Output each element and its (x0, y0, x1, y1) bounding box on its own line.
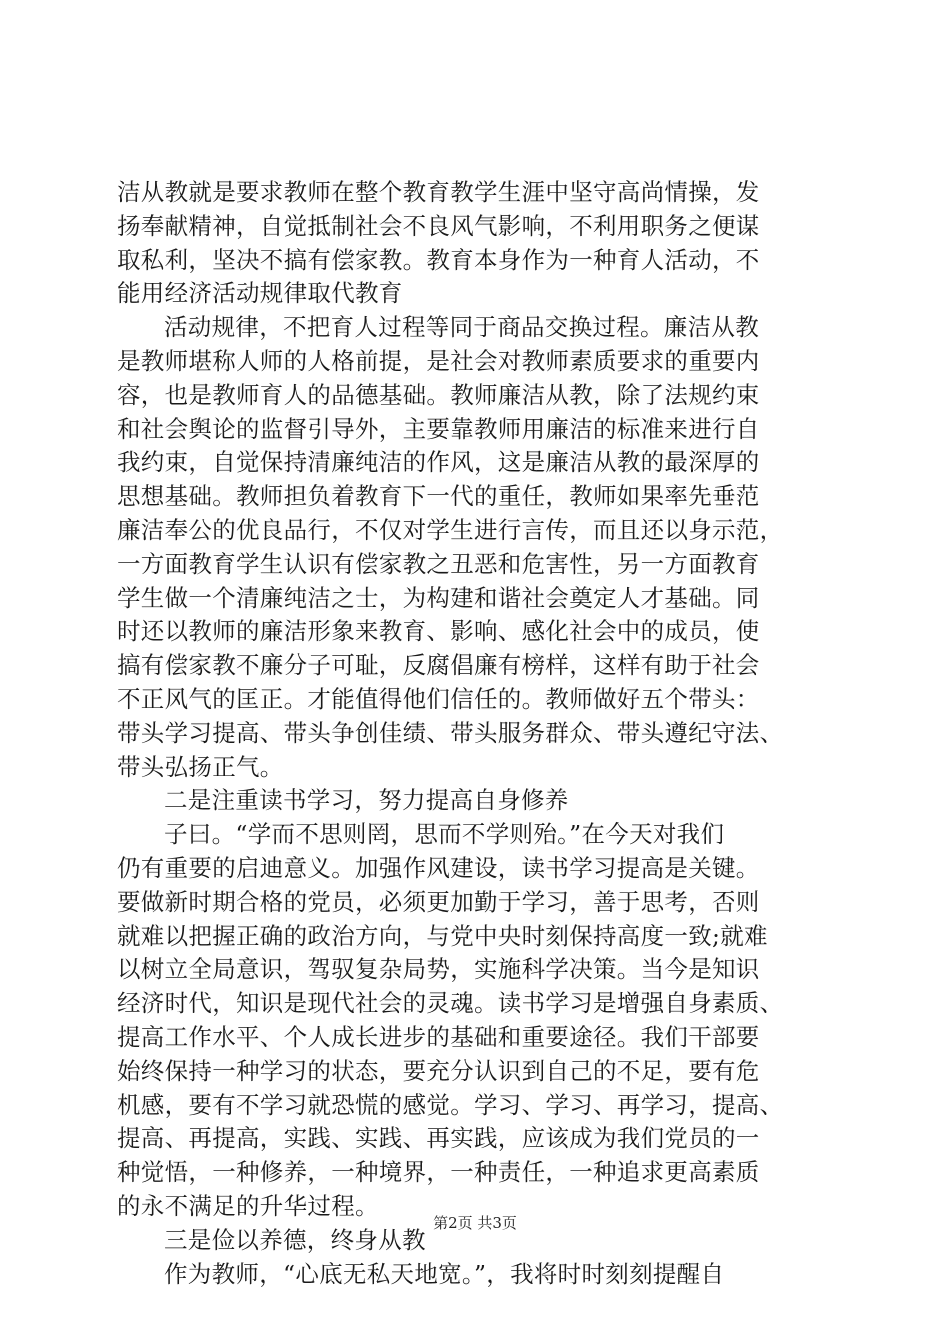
text-line: 和社会舆论的监督引导外，主要靠教师用廉洁的标准来进行自 (117, 414, 760, 443)
text-line: 以树立全局意识，驾驭复杂局势，实施科学决策。当今是知识 (117, 955, 760, 984)
document-body (117, 176, 837, 1291)
text-line: 搞有偿家教不廉分子可耻，反腐倡廉有榜样，这样有助于社会 (117, 651, 760, 680)
text-line: 经济时代，知识是现代社会的灵魂。读书学习是增强自身素质、 (117, 989, 784, 1018)
text-line: 容，也是教师育人的品德基础。教师廉洁从教，除了法规约束 (117, 380, 760, 409)
text-line: 扬奉献精神，自觉抵制社会不良风气影响，不利用职务之便谋 (117, 211, 760, 240)
text-line: 带头弘扬正气。 (117, 752, 284, 781)
text-line: 时还以教师的廉洁形象来教育、影响、感化社会中的成员，使 (117, 617, 760, 646)
text-line: 要做新时期合格的党员，必须更加勤于学习，善于思考，否则 (117, 887, 760, 916)
text-line: 一方面教育学生认识有偿家教之丑恶和危害性，另一方面教育 (117, 549, 760, 578)
text-line: 作为教师，“心底无私天地宽。”，我将时时刻刻提醒自 (164, 1259, 725, 1288)
text-line: 子曰。“学而不思则罔，思而不学则殆。”在今天对我们 (164, 820, 725, 849)
page-footer: 第2页 共3页 (433, 1214, 517, 1232)
text-line: 提高、再提高，实践、实践、再实践，应该成为我们党员的一 (117, 1124, 760, 1153)
text-line: 洁从教就是要求教师在整个教育教学生涯中坚守高尚情操，发 (117, 178, 760, 206)
text-line: 学生做一个清廉纯洁之士，为构建和谐社会奠定人才基础。同 (117, 583, 760, 612)
text-line: 种觉悟，一种修养，一种境界，一种责任，一种追求更高素质 (117, 1158, 760, 1187)
text-line: 始终保持一种学习的状态，要充分认识到自己的不足，要有危 (117, 1056, 760, 1085)
text-line: 不正风气的匡正。才能值得他们信任的。教师做好五个带头： (117, 684, 760, 713)
text-line: 仍有重要的启迪意义。加强作风建设，读书学习提高是关键。 (117, 853, 760, 882)
text-line: 是教师堪称人师的人格前提，是社会对教师素质要求的重要内 (117, 346, 760, 375)
text-line: 就难以把握正确的政治方向，与党中央时刻保持高度一致;就难 (117, 921, 768, 950)
text-line: 带头学习提高、带头争创佳绩、带头服务群众、带头遵纪守法、 (117, 718, 784, 747)
text-line: 能用经济活动规律取代教育 (117, 279, 403, 308)
text-line: 我约束，自觉保持清廉纯洁的作风，这是廉洁从教的最深厚的 (117, 448, 760, 477)
text-line: 提高工作水平、个人成长进步的基础和重要途径。我们干部要 (117, 1022, 760, 1051)
text-line: 机感，要有不学习就恐慌的感觉。学习、学习、再学习，提高、 (117, 1090, 784, 1119)
text-line: 取私利，坚决不搞有偿家教。教育本身作为一种育人活动，不 (117, 245, 760, 274)
text-line: 活动规律，不把育人过程等同于商品交换过程。廉洁从教 (164, 313, 759, 342)
text-line: 的永不满足的升华过程。 (117, 1191, 379, 1220)
text-line: 廉洁奉公的优良品行，不仅对学生进行言传，而且还以身示范， (117, 515, 784, 544)
text-line: 思想基础。教师担负着教育下一代的重任，教师如果率先垂范 (117, 482, 760, 511)
text-line: 三是俭以养德，终身从教 (164, 1225, 426, 1254)
text-line: 二是注重读书学习，努力提高自身修养 (164, 786, 569, 815)
